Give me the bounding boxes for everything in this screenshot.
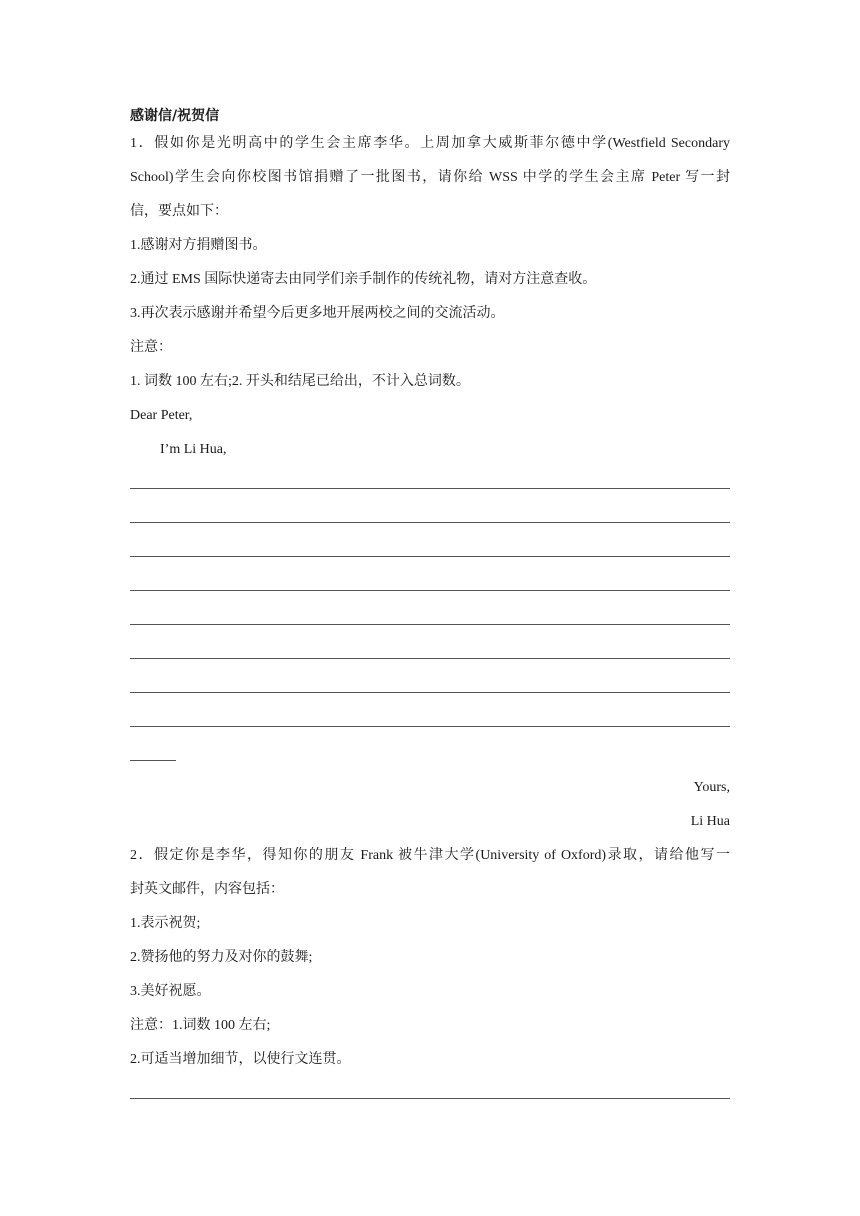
letter-closing: Yours, — [693, 780, 730, 795]
writing-line[interactable] — [130, 726, 730, 727]
q2-prompt-line-2: 封英文邮件，内容包括： — [130, 882, 284, 897]
q2-note-1: 注意：1.词数 100 左右; — [130, 1018, 271, 1033]
q2-point-1: 1.表示祝贺; — [130, 916, 201, 931]
letter-opening: I’m Li Hua, — [160, 442, 227, 457]
q1-note-label: 注意： — [130, 340, 172, 355]
q1-prompt-line-3: 信，要点如下： — [130, 204, 228, 219]
writing-line[interactable] — [130, 624, 730, 625]
section-title: 感谢信/祝贺信 — [130, 108, 220, 124]
q2-point-3: 3.美好祝愿。 — [130, 984, 211, 999]
q1-point-2: 2.通过 EMS 国际快递寄去由同学们亲手制作的传统礼物，请对方注意查收。 — [130, 272, 597, 287]
q1-prompt-line-2: School)学生会向你校图书馆捐赠了一批图书，请你给 WSS 中学的学生会主席 Peter 写一封 — [130, 170, 730, 185]
writing-line[interactable] — [130, 522, 730, 523]
writing-line[interactable] — [130, 556, 730, 557]
writing-line[interactable] — [130, 590, 730, 591]
writing-line[interactable] — [130, 692, 730, 693]
q1-prompt-line-1: 1．假如你是光明高中的学生会主席李华。上周加拿大威斯菲尔德中学(Westfield Secondary — [130, 136, 730, 151]
q2-note-2: 2.可适当增加细节，以使行文连贯。 — [130, 1052, 351, 1067]
letter-signature: Li Hua — [690, 814, 730, 829]
writing-line[interactable] — [130, 658, 730, 659]
q1-note: 1. 词数 100 左右;2. 开头和结尾已给出，不计入总词数。 — [130, 374, 470, 389]
q2-point-2: 2.赞扬他的努力及对你的鼓舞; — [130, 950, 313, 965]
writing-line[interactable] — [130, 1098, 730, 1099]
q2-prompt-line-1: 2．假定你是李华，得知你的朋友 Frank 被牛津大学(University of Oxford)录取，请给他写一 — [130, 848, 730, 863]
writing-line[interactable] — [130, 488, 730, 489]
writing-line-end[interactable] — [130, 760, 176, 761]
q1-point-1: 1.感谢对方捐赠图书。 — [130, 238, 267, 253]
q1-point-3: 3.再次表示感谢并希望今后更多地开展两校之间的交流活动。 — [130, 306, 505, 321]
letter-greeting: Dear Peter, — [130, 408, 193, 423]
